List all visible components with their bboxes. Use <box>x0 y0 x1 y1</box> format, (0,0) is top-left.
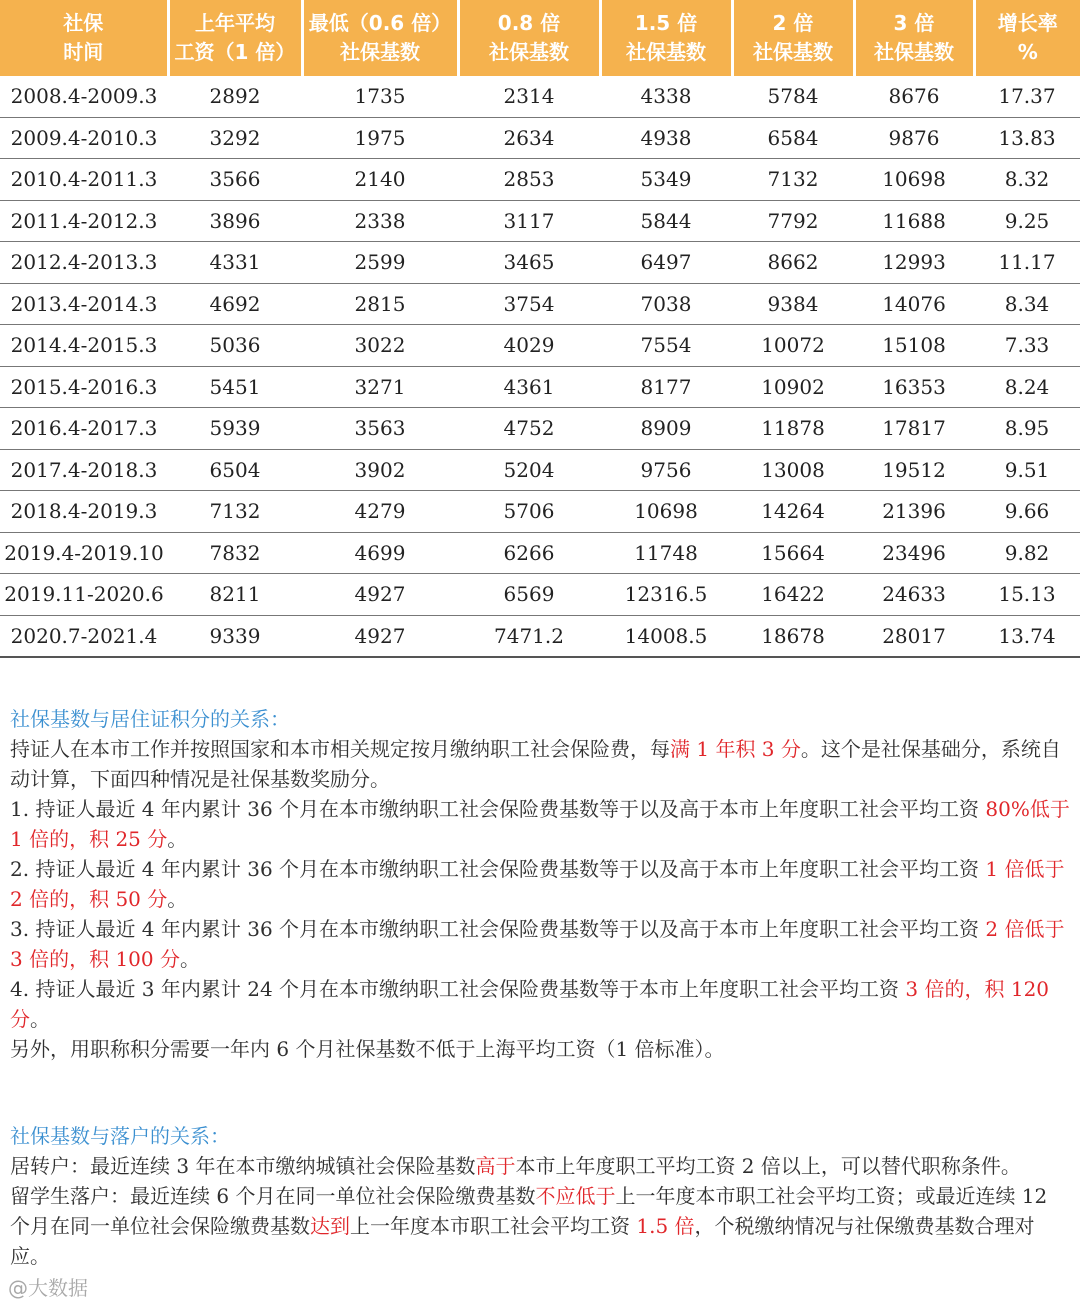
value-cell: 8211 <box>168 574 302 616</box>
value-cell: 3566 <box>168 159 302 201</box>
text-run: 持证人在本市工作并按照国家和本市相关规定按月缴纳职工社会保险费，每 <box>10 737 670 761</box>
value-cell: 4699 <box>302 532 458 574</box>
period-cell: 2008.4-2009.3 <box>0 76 168 117</box>
value-cell: 13.74 <box>974 615 1080 657</box>
value-cell: 18678 <box>732 615 854 657</box>
value-cell: 16353 <box>854 366 974 408</box>
value-cell: 9.82 <box>974 532 1080 574</box>
value-cell: 3271 <box>302 366 458 408</box>
value-cell: 9.51 <box>974 449 1080 491</box>
value-cell: 13008 <box>732 449 854 491</box>
column-header <box>732 0 854 76</box>
value-cell: 6266 <box>458 532 600 574</box>
section-body <box>10 734 1072 1064</box>
value-cell: 4361 <box>458 366 600 408</box>
value-cell: 4927 <box>302 615 458 657</box>
value-cell: 9.66 <box>974 491 1080 533</box>
highlight-text: 1.5 倍 <box>636 1214 695 1238</box>
highlight-text: 达到 <box>310 1214 350 1238</box>
value-cell: 17817 <box>854 408 974 450</box>
text-run: 1. 持证人最近 4 年内累计 36 个月在本市缴纳职工社会保险费基数等于以及高于本市上年度职工社会平均工资 <box>10 797 986 821</box>
table-body <box>0 76 1080 657</box>
value-cell: 11.17 <box>974 242 1080 284</box>
text-run: 。 <box>167 827 188 851</box>
value-cell: 6497 <box>600 242 732 284</box>
highlight-text: 3 倍的，积 120 分 <box>10 977 1050 1031</box>
column-header <box>168 0 302 76</box>
paragraph <box>10 914 1072 974</box>
table-row <box>0 242 1080 284</box>
value-cell: 8676 <box>854 76 974 117</box>
text-run: 上一年度本市职工社会平均工资 <box>350 1214 637 1238</box>
value-cell: 8177 <box>600 366 732 408</box>
text-run: 。这个是社保基础分，系统自动计算，下面四种情况是社保基数奖励分。 <box>10 737 1061 791</box>
paragraph <box>10 974 1072 1034</box>
value-cell: 8.34 <box>974 283 1080 325</box>
value-cell: 7832 <box>168 532 302 574</box>
value-cell: 11878 <box>732 408 854 450</box>
value-cell: 8909 <box>600 408 732 450</box>
column-header-line: % <box>1017 40 1038 64</box>
value-cell: 2314 <box>458 76 600 117</box>
value-cell: 9.25 <box>974 200 1080 242</box>
column-header <box>974 0 1080 76</box>
value-cell: 15664 <box>732 532 854 574</box>
column-header-line: 0.8 倍 <box>497 11 561 35</box>
text-run: 。 <box>30 1007 50 1031</box>
settlement-section <box>10 1121 1072 1271</box>
section-heading: 社保基数与居住证积分的关系： <box>10 707 290 731</box>
value-cell: 9876 <box>854 117 974 159</box>
period-cell: 2019.4-2019.10 <box>0 532 168 574</box>
column-header-line: 最低（0.6 倍） <box>308 11 452 35</box>
value-cell: 3292 <box>168 117 302 159</box>
value-cell: 6504 <box>168 449 302 491</box>
value-cell: 8.95 <box>974 408 1080 450</box>
table-row <box>0 76 1080 117</box>
value-cell: 6584 <box>732 117 854 159</box>
period-cell: 2011.4-2012.3 <box>0 200 168 242</box>
value-cell: 8.24 <box>974 366 1080 408</box>
value-cell: 2892 <box>168 76 302 117</box>
column-header-line: 社保基数 <box>753 40 833 64</box>
value-cell: 7554 <box>600 325 732 367</box>
table-row <box>0 532 1080 574</box>
value-cell: 1735 <box>302 76 458 117</box>
column-header-line: 工资（1 倍） <box>174 40 296 64</box>
highlight-text: 满 1 年积 3 分 <box>670 737 801 761</box>
period-cell: 2016.4-2017.3 <box>0 408 168 450</box>
highlight-text: 不应低于 <box>535 1184 616 1208</box>
value-cell: 3754 <box>458 283 600 325</box>
paragraph <box>10 1034 1072 1064</box>
value-cell: 2140 <box>302 159 458 201</box>
column-header <box>302 0 458 76</box>
period-cell: 2014.4-2015.3 <box>0 325 168 367</box>
period-cell: 2012.4-2013.3 <box>0 242 168 284</box>
text-run: 上一年度本市职工社会平均工资；或最近连续 12 个月在同一单位社会保险缴费基数 <box>10 1184 1048 1238</box>
watermark: @大数据 <box>8 1276 88 1300</box>
value-cell: 13.83 <box>974 117 1080 159</box>
value-cell: 17.37 <box>974 76 1080 117</box>
value-cell: 3022 <box>302 325 458 367</box>
value-cell: 9339 <box>168 615 302 657</box>
table-row <box>0 283 1080 325</box>
value-cell: 12316.5 <box>600 574 732 616</box>
table-row <box>0 408 1080 450</box>
value-cell: 4938 <box>600 117 732 159</box>
highlight-text: 2 倍低于 3 倍的，积 100 分 <box>10 917 1065 971</box>
value-cell: 23496 <box>854 532 974 574</box>
value-cell: 14076 <box>854 283 974 325</box>
value-cell: 6569 <box>458 574 600 616</box>
text-run: ，个税缴纳情况与社保缴费基数合理对应。 <box>10 1214 1035 1268</box>
value-cell: 2634 <box>458 117 600 159</box>
value-cell: 3465 <box>458 242 600 284</box>
period-cell: 2009.4-2010.3 <box>0 117 168 159</box>
text-run: 。 <box>167 887 188 911</box>
column-header-line: 社保基数 <box>489 40 569 64</box>
value-cell: 7038 <box>600 283 732 325</box>
column-header-line: 2 倍 <box>772 11 814 35</box>
table-row <box>0 574 1080 616</box>
value-cell: 5939 <box>168 408 302 450</box>
value-cell: 15108 <box>854 325 974 367</box>
text-run: 本市上年度职工平均工资 2 倍以上，可以替代职称条件。 <box>515 1154 1021 1178</box>
value-cell: 12993 <box>854 242 974 284</box>
value-cell: 5349 <box>600 159 732 201</box>
value-cell: 2815 <box>302 283 458 325</box>
value-cell: 10072 <box>732 325 854 367</box>
value-cell: 24633 <box>854 574 974 616</box>
table-row <box>0 615 1080 657</box>
value-cell: 4029 <box>458 325 600 367</box>
table-row <box>0 366 1080 408</box>
value-cell: 3117 <box>458 200 600 242</box>
value-cell: 5706 <box>458 491 600 533</box>
value-cell: 9756 <box>600 449 732 491</box>
value-cell: 7132 <box>732 159 854 201</box>
value-cell: 10698 <box>854 159 974 201</box>
value-cell: 7792 <box>732 200 854 242</box>
value-cell: 5451 <box>168 366 302 408</box>
paragraph <box>10 854 1072 914</box>
period-cell: 2020.7-2021.4 <box>0 615 168 657</box>
column-header-line: 增长率 <box>997 11 1058 35</box>
column-header-line: 上年平均 <box>195 11 275 35</box>
value-cell: 14264 <box>732 491 854 533</box>
table-row <box>0 200 1080 242</box>
value-cell: 4752 <box>458 408 600 450</box>
paragraph <box>10 1151 1072 1181</box>
table-row <box>0 449 1080 491</box>
column-header-line: 社保 <box>63 11 104 35</box>
column-header <box>0 0 168 76</box>
value-cell: 3902 <box>302 449 458 491</box>
value-cell: 11688 <box>854 200 974 242</box>
paragraph <box>10 794 1072 854</box>
value-cell: 5784 <box>732 76 854 117</box>
period-cell: 2013.4-2014.3 <box>0 283 168 325</box>
highlight-text: 80%低于 1 倍的，积 25 分 <box>10 797 1070 851</box>
column-header-line: 3 倍 <box>893 11 935 35</box>
text-run: 3. 持证人最近 4 年内累计 36 个月在本市缴纳职工社会保险费基数等于以及高于本市上年度职工社会平均工资 <box>10 917 986 941</box>
value-cell: 2853 <box>458 159 600 201</box>
value-cell: 5844 <box>600 200 732 242</box>
text-run: 另外，用职称积分需要一年内 6 个月社保基数不低于上海平均工资（1 倍标准）。 <box>10 1037 725 1061</box>
text-run: 居转户：最近连续 3 年在本市缴纳城镇社会保险基数 <box>10 1154 476 1178</box>
residence-points-section <box>10 704 1072 1064</box>
paragraph <box>10 734 1072 794</box>
column-header-line: 社保基数 <box>340 40 420 64</box>
value-cell: 7132 <box>168 491 302 533</box>
column-header-line: 1.5 倍 <box>634 11 698 35</box>
period-cell: 2019.11-2020.6 <box>0 574 168 616</box>
value-cell: 4338 <box>600 76 732 117</box>
paragraph <box>10 1181 1072 1271</box>
value-cell: 1975 <box>302 117 458 159</box>
value-cell: 2338 <box>302 200 458 242</box>
table-row <box>0 325 1080 367</box>
value-cell: 4331 <box>168 242 302 284</box>
value-cell: 15.13 <box>974 574 1080 616</box>
highlight-text: 1 倍低于 2 倍的，积 50 分 <box>10 857 1065 911</box>
period-cell: 2010.4-2011.3 <box>0 159 168 201</box>
period-cell: 2018.4-2019.3 <box>0 491 168 533</box>
value-cell: 3563 <box>302 408 458 450</box>
value-cell: 10902 <box>732 366 854 408</box>
value-cell: 8.32 <box>974 159 1080 201</box>
value-cell: 7.33 <box>974 325 1080 367</box>
column-header-line: 社保基数 <box>874 40 954 64</box>
text-run: 。 <box>179 947 200 971</box>
column-header <box>600 0 732 76</box>
value-cell: 5204 <box>458 449 600 491</box>
value-cell: 9384 <box>732 283 854 325</box>
table-row <box>0 159 1080 201</box>
table-row <box>0 117 1080 159</box>
period-cell: 2017.4-2018.3 <box>0 449 168 491</box>
column-header <box>854 0 974 76</box>
value-cell: 28017 <box>854 615 974 657</box>
column-header-line: 社保基数 <box>626 40 706 64</box>
value-cell: 19512 <box>854 449 974 491</box>
value-cell: 7471.2 <box>458 615 600 657</box>
value-cell: 3896 <box>168 200 302 242</box>
section-body <box>10 1151 1072 1271</box>
value-cell: 5036 <box>168 325 302 367</box>
value-cell: 21396 <box>854 491 974 533</box>
table-header-row <box>0 0 1080 76</box>
value-cell: 2599 <box>302 242 458 284</box>
value-cell: 14008.5 <box>600 615 732 657</box>
column-header <box>458 0 600 76</box>
highlight-text: 高于 <box>475 1154 516 1178</box>
section-heading: 社保基数与落户的关系： <box>10 1124 230 1148</box>
value-cell: 4927 <box>302 574 458 616</box>
value-cell: 11748 <box>600 532 732 574</box>
period-cell: 2015.4-2016.3 <box>0 366 168 408</box>
value-cell: 10698 <box>600 491 732 533</box>
table-row <box>0 491 1080 533</box>
column-header-line: 时间 <box>63 40 104 64</box>
value-cell: 4279 <box>302 491 458 533</box>
text-run: 2. 持证人最近 4 年内累计 36 个月在本市缴纳职工社会保险费基数等于以及高于本市上年度职工社会平均工资 <box>10 857 986 881</box>
text-run: 留学生落户：最近连续 6 个月在同一单位社会保险缴费基数 <box>10 1184 536 1208</box>
text-run: 4. 持证人最近 3 年内累计 24 个月在本市缴纳职工社会保险费基数等于本市上年度职工社会平均工资 <box>10 977 906 1001</box>
value-cell: 8662 <box>732 242 854 284</box>
value-cell: 4692 <box>168 283 302 325</box>
value-cell: 16422 <box>732 574 854 616</box>
